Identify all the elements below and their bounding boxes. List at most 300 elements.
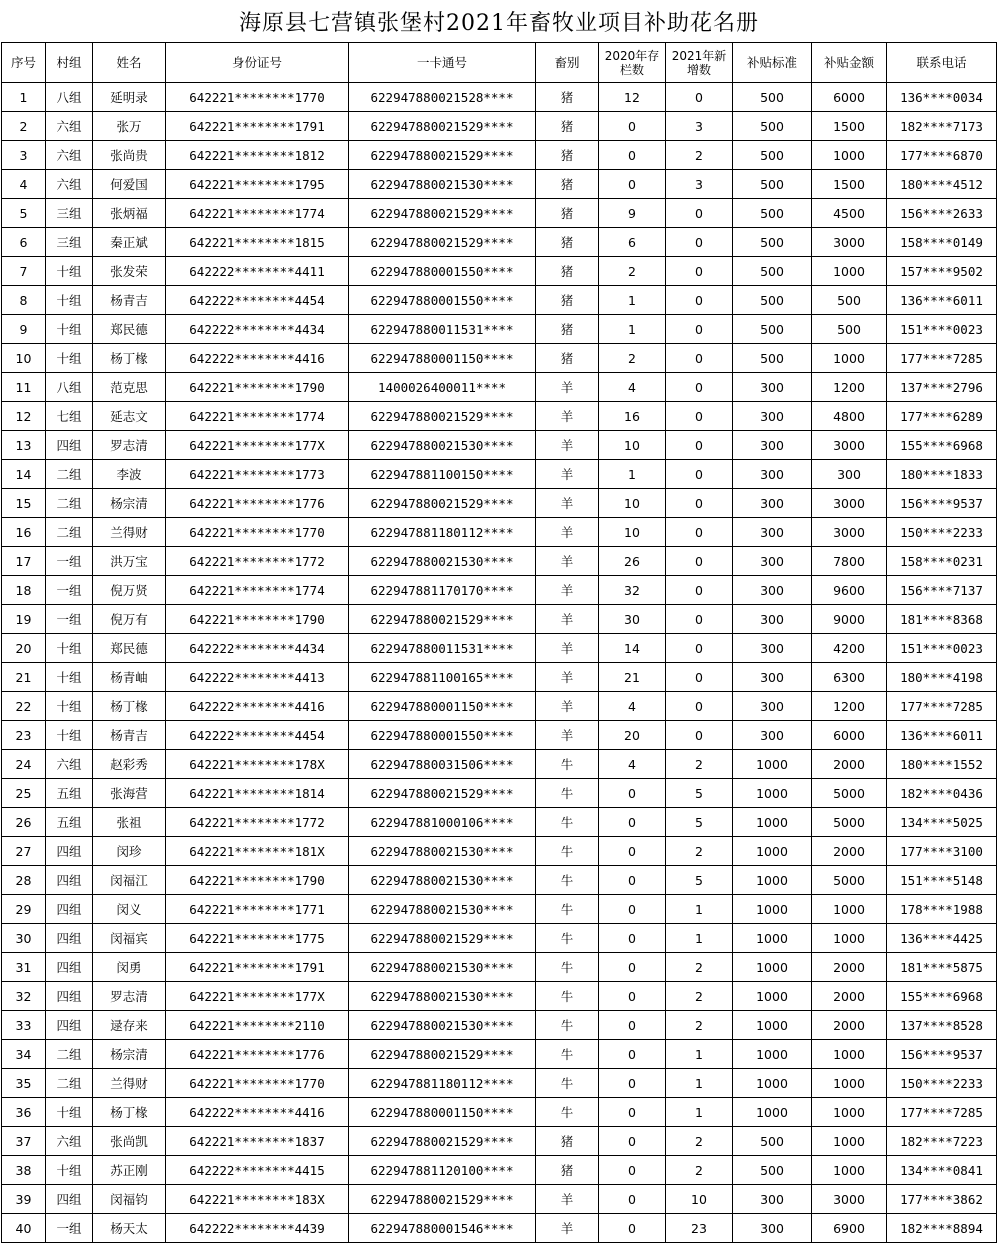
index-cell: 36: [2, 1098, 46, 1127]
col-header-2021-new: 2021年新增数: [666, 43, 733, 83]
phone-cell: 177****7285: [887, 1098, 997, 1127]
subsidy-amount-cell: 4800: [812, 402, 887, 431]
table-row: [2, 1069, 997, 1098]
table-row: [2, 663, 997, 692]
livestock-type-cell: 牛: [536, 779, 599, 808]
index-cell: 33: [2, 1011, 46, 1040]
livestock-type-cell: 羊: [536, 431, 599, 460]
name-cell: 罗志清: [93, 431, 166, 460]
phone-cell: 182****7173: [887, 112, 997, 141]
table-row: [2, 402, 997, 431]
name-cell: 杨青吉: [93, 286, 166, 315]
subsidy-rate-cell: 1000: [733, 750, 812, 779]
col-header-index: 序号: [2, 43, 46, 83]
livestock-type-cell: 牛: [536, 808, 599, 837]
livestock-type-cell: 羊: [536, 721, 599, 750]
stock-2020-cell: 32: [599, 576, 666, 605]
subsidy-amount-cell: 1000: [812, 257, 887, 286]
col-header-2020-stock: 2020年存栏数: [599, 43, 666, 83]
new-2021-cell: 0: [666, 286, 733, 315]
stock-2020-cell: 0: [599, 924, 666, 953]
id-number-cell: 642221********1774: [166, 576, 349, 605]
card-number-cell: 622947880011531****: [349, 315, 536, 344]
village-group-cell: 十组: [46, 315, 93, 344]
village-group-cell: 二组: [46, 489, 93, 518]
subsidy-rate-cell: 1000: [733, 953, 812, 982]
table-row: [2, 721, 997, 750]
card-number-cell: 622947880001150****: [349, 692, 536, 721]
new-2021-cell: 0: [666, 576, 733, 605]
phone-cell: 134****0841: [887, 1156, 997, 1185]
id-number-cell: 642221********1772: [166, 547, 349, 576]
phone-cell: 156****9537: [887, 489, 997, 518]
card-number-cell: 622947880021530****: [349, 895, 536, 924]
phone-cell: 136****0034: [887, 83, 997, 112]
card-number-cell: 622947880021529****: [349, 924, 536, 953]
id-number-cell: 642221********1790: [166, 605, 349, 634]
stock-2020-cell: 0: [599, 1069, 666, 1098]
name-cell: 倪万有: [93, 605, 166, 634]
index-cell: 11: [2, 373, 46, 402]
new-2021-cell: 2: [666, 1156, 733, 1185]
livestock-type-cell: 猪: [536, 228, 599, 257]
table-row: [2, 518, 997, 547]
stock-2020-cell: 9: [599, 199, 666, 228]
village-group-cell: 十组: [46, 721, 93, 750]
id-number-cell: 642222********4416: [166, 1098, 349, 1127]
card-number-cell: 622947880021530****: [349, 547, 536, 576]
subsidy-rate-cell: 300: [733, 1214, 812, 1243]
new-2021-cell: 1: [666, 924, 733, 953]
table-row: [2, 141, 997, 170]
table-row: [2, 895, 997, 924]
subsidy-amount-cell: 6300: [812, 663, 887, 692]
table-row: [2, 808, 997, 837]
card-number-cell: 622947880001150****: [349, 1098, 536, 1127]
subsidy-amount-cell: 4500: [812, 199, 887, 228]
table-row: [2, 866, 997, 895]
stock-2020-cell: 0: [599, 779, 666, 808]
village-group-cell: 二组: [46, 1069, 93, 1098]
subsidy-amount-cell: 4200: [812, 634, 887, 663]
village-group-cell: 五组: [46, 779, 93, 808]
name-cell: 张发荣: [93, 257, 166, 286]
livestock-type-cell: 牛: [536, 750, 599, 779]
village-group-cell: 四组: [46, 837, 93, 866]
table-row: [2, 286, 997, 315]
table-row: [2, 1011, 997, 1040]
name-cell: 闵福钧: [93, 1185, 166, 1214]
new-2021-cell: 0: [666, 373, 733, 402]
phone-cell: 180****1552: [887, 750, 997, 779]
table-row: [2, 779, 997, 808]
header-row: [2, 43, 997, 83]
card-number-cell: 622947880001546****: [349, 1214, 536, 1243]
subsidy-roster-table: [1, 42, 997, 1243]
new-2021-cell: 2: [666, 1127, 733, 1156]
name-cell: 杨青吉: [93, 721, 166, 750]
subsidy-rate-cell: 500: [733, 1127, 812, 1156]
index-cell: 9: [2, 315, 46, 344]
village-group-cell: 四组: [46, 866, 93, 895]
phone-cell: 180****4198: [887, 663, 997, 692]
new-2021-cell: 5: [666, 779, 733, 808]
stock-2020-cell: 21: [599, 663, 666, 692]
name-cell: 张尚贵: [93, 141, 166, 170]
card-number-cell: 622947881100150****: [349, 460, 536, 489]
phone-cell: 136****6011: [887, 286, 997, 315]
village-group-cell: 一组: [46, 547, 93, 576]
stock-2020-cell: 0: [599, 1011, 666, 1040]
name-cell: 杨宗清: [93, 489, 166, 518]
stock-2020-cell: 4: [599, 750, 666, 779]
new-2021-cell: 2: [666, 837, 733, 866]
index-cell: 38: [2, 1156, 46, 1185]
livestock-type-cell: 牛: [536, 895, 599, 924]
subsidy-rate-cell: 300: [733, 1185, 812, 1214]
col-header-village-group: 村组: [46, 43, 93, 83]
id-number-cell: 642221********1791: [166, 953, 349, 982]
new-2021-cell: 23: [666, 1214, 733, 1243]
id-number-cell: 642221********1814: [166, 779, 349, 808]
index-cell: 19: [2, 605, 46, 634]
livestock-type-cell: 牛: [536, 1069, 599, 1098]
village-group-cell: 十组: [46, 257, 93, 286]
col-header-id-number: 身份证号: [166, 43, 349, 83]
id-number-cell: 642221********1771: [166, 895, 349, 924]
new-2021-cell: 0: [666, 431, 733, 460]
name-cell: 杨天太: [93, 1214, 166, 1243]
phone-cell: 177****3862: [887, 1185, 997, 1214]
index-cell: 5: [2, 199, 46, 228]
village-group-cell: 六组: [46, 141, 93, 170]
subsidy-amount-cell: 3000: [812, 489, 887, 518]
subsidy-rate-cell: 1000: [733, 895, 812, 924]
id-number-cell: 642221********1837: [166, 1127, 349, 1156]
new-2021-cell: 0: [666, 721, 733, 750]
id-number-cell: 642222********4434: [166, 634, 349, 663]
new-2021-cell: 0: [666, 518, 733, 547]
col-header-subsidy-rate: 补贴标准: [733, 43, 812, 83]
village-group-cell: 四组: [46, 1011, 93, 1040]
phone-cell: 151****0023: [887, 315, 997, 344]
phone-cell: 151****5148: [887, 866, 997, 895]
table-row: [2, 431, 997, 460]
village-group-cell: 六组: [46, 1127, 93, 1156]
index-cell: 16: [2, 518, 46, 547]
card-number-cell: 622947880021530****: [349, 953, 536, 982]
village-group-cell: 二组: [46, 518, 93, 547]
new-2021-cell: 10: [666, 1185, 733, 1214]
village-group-cell: 十组: [46, 663, 93, 692]
subsidy-rate-cell: 500: [733, 1156, 812, 1185]
id-number-cell: 642222********4454: [166, 721, 349, 750]
new-2021-cell: 0: [666, 344, 733, 373]
stock-2020-cell: 12: [599, 83, 666, 112]
subsidy-amount-cell: 2000: [812, 750, 887, 779]
card-number-cell: 622947880021529****: [349, 605, 536, 634]
stock-2020-cell: 6: [599, 228, 666, 257]
subsidy-rate-cell: 300: [733, 518, 812, 547]
subsidy-rate-cell: 1000: [733, 866, 812, 895]
livestock-type-cell: 羊: [536, 605, 599, 634]
stock-2020-cell: 14: [599, 634, 666, 663]
phone-cell: 155****6968: [887, 431, 997, 460]
village-group-cell: 四组: [46, 431, 93, 460]
name-cell: 闵福宾: [93, 924, 166, 953]
new-2021-cell: 0: [666, 83, 733, 112]
new-2021-cell: 5: [666, 866, 733, 895]
village-group-cell: 二组: [46, 460, 93, 489]
id-number-cell: 642222********4415: [166, 1156, 349, 1185]
stock-2020-cell: 10: [599, 431, 666, 460]
col-header-subsidy-amount: 补贴金额: [812, 43, 887, 83]
subsidy-amount-cell: 5000: [812, 808, 887, 837]
livestock-type-cell: 羊: [536, 547, 599, 576]
card-number-cell: 622947880021529****: [349, 489, 536, 518]
village-group-cell: 四组: [46, 1185, 93, 1214]
subsidy-rate-cell: 300: [733, 663, 812, 692]
livestock-type-cell: 羊: [536, 663, 599, 692]
table-row: [2, 112, 997, 141]
subsidy-rate-cell: 1000: [733, 1069, 812, 1098]
new-2021-cell: 0: [666, 257, 733, 286]
index-cell: 3: [2, 141, 46, 170]
index-cell: 14: [2, 460, 46, 489]
phone-cell: 151****0023: [887, 634, 997, 663]
name-cell: 张海营: [93, 779, 166, 808]
col-header-card-number: 一卡通号: [349, 43, 536, 83]
village-group-cell: 一组: [46, 1214, 93, 1243]
table-row: [2, 170, 997, 199]
village-group-cell: 五组: [46, 808, 93, 837]
name-cell: 郑民德: [93, 315, 166, 344]
id-number-cell: 642222********4416: [166, 344, 349, 373]
table-row: [2, 344, 997, 373]
subsidy-rate-cell: 500: [733, 112, 812, 141]
card-number-cell: 622947880021529****: [349, 779, 536, 808]
card-number-cell: 622947881100165****: [349, 663, 536, 692]
new-2021-cell: 2: [666, 982, 733, 1011]
name-cell: 苏正刚: [93, 1156, 166, 1185]
card-number-cell: 622947880021529****: [349, 402, 536, 431]
subsidy-amount-cell: 500: [812, 315, 887, 344]
id-number-cell: 642221********1815: [166, 228, 349, 257]
table-row: [2, 1098, 997, 1127]
phone-cell: 182****7223: [887, 1127, 997, 1156]
new-2021-cell: 0: [666, 228, 733, 257]
phone-cell: 134****5025: [887, 808, 997, 837]
livestock-type-cell: 羊: [536, 634, 599, 663]
card-number-cell: 622947880021529****: [349, 228, 536, 257]
table-row: [2, 257, 997, 286]
index-cell: 1: [2, 83, 46, 112]
subsidy-rate-cell: 300: [733, 634, 812, 663]
stock-2020-cell: 0: [599, 1156, 666, 1185]
village-group-cell: 一组: [46, 605, 93, 634]
village-group-cell: 十组: [46, 1156, 93, 1185]
village-group-cell: 十组: [46, 1098, 93, 1127]
phone-cell: 181****5875: [887, 953, 997, 982]
subsidy-rate-cell: 1000: [733, 982, 812, 1011]
subsidy-amount-cell: 1200: [812, 692, 887, 721]
subsidy-amount-cell: 1500: [812, 170, 887, 199]
table-row: [2, 953, 997, 982]
card-number-cell: 622947880031506****: [349, 750, 536, 779]
table-row: [2, 576, 997, 605]
subsidy-amount-cell: 300: [812, 460, 887, 489]
id-number-cell: 642221********1790: [166, 373, 349, 402]
livestock-type-cell: 羊: [536, 692, 599, 721]
livestock-type-cell: 猪: [536, 141, 599, 170]
name-cell: 张祖: [93, 808, 166, 837]
subsidy-rate-cell: 300: [733, 605, 812, 634]
index-cell: 40: [2, 1214, 46, 1243]
card-number-cell: 622947880001150****: [349, 344, 536, 373]
livestock-type-cell: 羊: [536, 373, 599, 402]
livestock-type-cell: 猪: [536, 344, 599, 373]
livestock-type-cell: 猪: [536, 286, 599, 315]
stock-2020-cell: 0: [599, 1185, 666, 1214]
subsidy-amount-cell: 1000: [812, 1098, 887, 1127]
index-cell: 6: [2, 228, 46, 257]
name-cell: 郑民德: [93, 634, 166, 663]
card-number-cell: 1400026400011****: [349, 373, 536, 402]
table-row: [2, 837, 997, 866]
index-cell: 25: [2, 779, 46, 808]
stock-2020-cell: 16: [599, 402, 666, 431]
village-group-cell: 十组: [46, 286, 93, 315]
new-2021-cell: 0: [666, 489, 733, 518]
stock-2020-cell: 1: [599, 460, 666, 489]
phone-cell: 177****3100: [887, 837, 997, 866]
phone-cell: 137****2796: [887, 373, 997, 402]
subsidy-rate-cell: 300: [733, 431, 812, 460]
col-header-name: 姓名: [93, 43, 166, 83]
id-number-cell: 642221********1790: [166, 866, 349, 895]
subsidy-amount-cell: 9600: [812, 576, 887, 605]
id-number-cell: 642221********1772: [166, 808, 349, 837]
name-cell: 范克思: [93, 373, 166, 402]
id-number-cell: 642221********1812: [166, 141, 349, 170]
index-cell: 34: [2, 1040, 46, 1069]
new-2021-cell: 2: [666, 953, 733, 982]
phone-cell: 156****2633: [887, 199, 997, 228]
livestock-type-cell: 猪: [536, 199, 599, 228]
subsidy-amount-cell: 5000: [812, 779, 887, 808]
subsidy-amount-cell: 1200: [812, 373, 887, 402]
stock-2020-cell: 0: [599, 895, 666, 924]
new-2021-cell: 0: [666, 692, 733, 721]
subsidy-amount-cell: 9000: [812, 605, 887, 634]
name-cell: 闵珍: [93, 837, 166, 866]
phone-cell: 156****7137: [887, 576, 997, 605]
id-number-cell: 642221********1791: [166, 112, 349, 141]
village-group-cell: 二组: [46, 1040, 93, 1069]
new-2021-cell: 1: [666, 895, 733, 924]
subsidy-rate-cell: 300: [733, 460, 812, 489]
stock-2020-cell: 26: [599, 547, 666, 576]
table-row: [2, 83, 997, 112]
livestock-type-cell: 猪: [536, 83, 599, 112]
livestock-type-cell: 猪: [536, 112, 599, 141]
col-header-livestock-type: 畜别: [536, 43, 599, 83]
subsidy-amount-cell: 1000: [812, 924, 887, 953]
stock-2020-cell: 0: [599, 982, 666, 1011]
livestock-type-cell: 牛: [536, 1040, 599, 1069]
index-cell: 10: [2, 344, 46, 373]
stock-2020-cell: 0: [599, 866, 666, 895]
phone-cell: 158****0231: [887, 547, 997, 576]
subsidy-rate-cell: 300: [733, 721, 812, 750]
livestock-type-cell: 猪: [536, 170, 599, 199]
subsidy-amount-cell: 1000: [812, 1069, 887, 1098]
livestock-type-cell: 猪: [536, 257, 599, 286]
phone-cell: 150****2233: [887, 518, 997, 547]
subsidy-amount-cell: 3000: [812, 1185, 887, 1214]
index-cell: 27: [2, 837, 46, 866]
card-number-cell: 622947880001550****: [349, 721, 536, 750]
document-title: 海原县七营镇张堡村2021年畜牧业项目补助花名册: [239, 10, 759, 36]
village-group-cell: 三组: [46, 228, 93, 257]
card-number-cell: 622947880001550****: [349, 257, 536, 286]
new-2021-cell: 1: [666, 1040, 733, 1069]
table-row: [2, 924, 997, 953]
subsidy-amount-cell: 2000: [812, 953, 887, 982]
livestock-type-cell: 猪: [536, 315, 599, 344]
phone-cell: 157****9502: [887, 257, 997, 286]
livestock-type-cell: 羊: [536, 576, 599, 605]
name-cell: 倪万贤: [93, 576, 166, 605]
new-2021-cell: 0: [666, 315, 733, 344]
subsidy-amount-cell: 2000: [812, 837, 887, 866]
index-cell: 22: [2, 692, 46, 721]
stock-2020-cell: 0: [599, 112, 666, 141]
id-number-cell: 642222********4454: [166, 286, 349, 315]
index-cell: 13: [2, 431, 46, 460]
livestock-type-cell: 牛: [536, 837, 599, 866]
subsidy-amount-cell: 2000: [812, 1011, 887, 1040]
livestock-type-cell: 牛: [536, 1098, 599, 1127]
phone-cell: 177****7285: [887, 344, 997, 373]
id-number-cell: 642221********1774: [166, 402, 349, 431]
subsidy-rate-cell: 1000: [733, 924, 812, 953]
table-row: [2, 373, 997, 402]
name-cell: 张尚凯: [93, 1127, 166, 1156]
table-body: [2, 83, 997, 1243]
subsidy-rate-cell: 300: [733, 373, 812, 402]
livestock-type-cell: 羊: [536, 518, 599, 547]
index-cell: 24: [2, 750, 46, 779]
subsidy-rate-cell: 300: [733, 547, 812, 576]
name-cell: 闵勇: [93, 953, 166, 982]
phone-cell: 182****0436: [887, 779, 997, 808]
phone-cell: 177****6289: [887, 402, 997, 431]
index-cell: 2: [2, 112, 46, 141]
name-cell: 罗志清: [93, 982, 166, 1011]
new-2021-cell: 5: [666, 808, 733, 837]
table-row: [2, 315, 997, 344]
stock-2020-cell: 4: [599, 373, 666, 402]
livestock-type-cell: 牛: [536, 982, 599, 1011]
id-number-cell: 642221********1776: [166, 489, 349, 518]
name-cell: 闵福江: [93, 866, 166, 895]
index-cell: 31: [2, 953, 46, 982]
phone-cell: 150****2233: [887, 1069, 997, 1098]
index-cell: 18: [2, 576, 46, 605]
index-cell: 39: [2, 1185, 46, 1214]
subsidy-rate-cell: 300: [733, 402, 812, 431]
